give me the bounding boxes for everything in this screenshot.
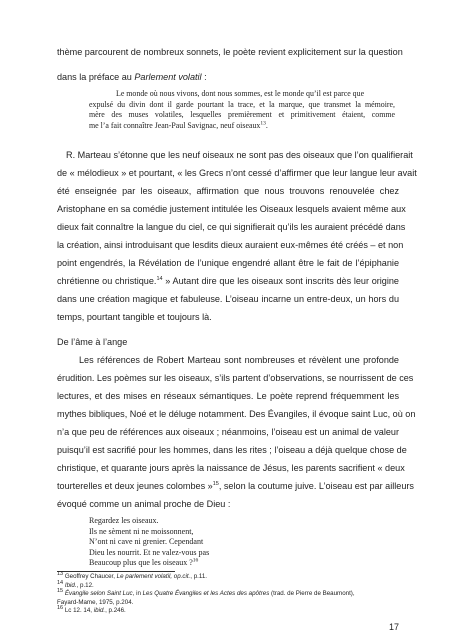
text-run: Ibid. <box>64 581 77 589</box>
block-quote-line <box>89 89 395 100</box>
footnote-15-continued: Fayard-Mame, 1975, p.204. <box>57 598 134 606</box>
poem-line: Regardez les oiseaux. <box>89 516 159 525</box>
text-run: . <box>265 120 268 130</box>
text-run: Aristophane en sa comédie justement intitulée les Oiseaux lesquels avaient même aux <box>57 204 406 214</box>
text-run: R. Marteau s’étonne que les neuf oiseaux ne sont pas des oiseaux que l’on qualifierait <box>66 150 413 160</box>
text-run: expulsé du divin dont il garde pourtant la trace, et la marque, que transmet la mémoire, <box>89 99 395 109</box>
text-run: Geoffrey Chaucer, <box>63 573 117 580</box>
text-run: Les références de Robert Marteau sont nombreuses et révèlent une profonde <box>79 355 399 365</box>
text-run: ibid. <box>93 607 106 614</box>
text-run: , p.246. <box>105 607 126 614</box>
text-run: été enseignée par les oiseaux, affirmation que nous trouvons renouvelée chez <box>57 186 399 196</box>
footnote-separator <box>57 571 175 572</box>
text-run: de « mélodieux » et pourtant, « les Grecs n’ont cessé d’affirmer que leur langue leur avait <box>57 168 417 178</box>
footnote-number: 13 <box>57 570 64 577</box>
block-quote-line <box>89 100 395 111</box>
footnote-15 <box>57 587 355 598</box>
poem-line: Dieu les nourrit. Et ne valez-vous pas <box>89 547 210 557</box>
text-run: mythes bibliques, Noé et le déluge notamment. Des Évangiles, il évoque saint Luc, où on <box>57 409 416 419</box>
text-run: tourterelles et deux jeunes colombes » <box>57 481 213 491</box>
text-run: christique, et quarante jours après la naissance de Jésus, les parents sacrifient « deux <box>57 463 405 473</box>
poem-line: Ils ne sèment ni ne moissonnent, <box>89 526 194 536</box>
text-run: thème parcourent de nombreux sonnets, le poète revient explicitement sur la question <box>57 47 403 57</box>
footnote-16 <box>57 604 126 615</box>
block-quote-line <box>89 110 395 121</box>
body-line <box>57 167 417 179</box>
body-line <box>57 498 399 510</box>
text-run: , selon la coutume juive. L’oiseau est par ailleurs <box>218 481 414 491</box>
footnote-ref[interactable]: 14 <box>156 275 163 282</box>
body-line <box>57 372 414 384</box>
body-line <box>57 257 399 269</box>
poem-line: N’ont ni cave ni grenier. Cependant <box>89 537 204 547</box>
text-run: me l’a fait connaître Jean-Paul Savignac, neuf oiseaux <box>89 120 261 130</box>
body-line <box>57 390 399 402</box>
text-run: : <box>201 72 207 82</box>
text-run: lectures, et des mises en réseaux sémantiques. Le poète reprend fréquemment les <box>57 391 399 401</box>
text-run: » Autant dire que les oiseaux sont inscrits dès leur origine <box>162 276 399 286</box>
footnote-number: 15 <box>57 587 64 594</box>
body-line <box>57 311 399 323</box>
body-line <box>57 71 399 83</box>
body-line <box>66 149 413 161</box>
text-run: dieux fait connaître la langue du ciel, ce qui signifierait qu’ils les auraient précédé dans <box>57 222 406 232</box>
book-title: Parlement volatil <box>134 72 202 82</box>
body-line <box>57 408 416 420</box>
body-line <box>57 444 407 456</box>
body-line <box>57 185 399 197</box>
body-line <box>79 354 399 366</box>
body-line <box>57 426 399 438</box>
block-quote-line <box>89 121 395 132</box>
text-run: mère des muses volatiles, lesquelles premièrement et primitivement étaient, comme <box>89 110 395 120</box>
text-run: Lc 12. 14, <box>63 607 94 614</box>
text-run: Le monde où nous vivons, dont nous sommes, est le monde qu’il est parce que <box>116 89 365 98</box>
text-run: Évangile selon Saint Luc <box>64 590 133 597</box>
footnote-ref[interactable]: 16 <box>192 557 199 564</box>
text-run: (trad. de Pierre de Beaumont), <box>269 590 355 597</box>
footnote-ref[interactable]: 13 <box>260 120 266 127</box>
text-run: , p.12. <box>76 581 94 589</box>
footnote-ref[interactable]: 15 <box>212 480 219 487</box>
text-run: Le parlement volatil, op.cit. <box>116 573 191 580</box>
poem-line <box>89 558 198 569</box>
text-run: n’a que peu de références aux oiseaux ; néanmoins, l’oiseau est un animal de valeur <box>57 427 399 437</box>
section-heading: De l’âme à l’ange <box>57 337 128 347</box>
body-line <box>57 46 403 58</box>
body-line <box>57 239 404 251</box>
page-number: 17 <box>388 622 399 632</box>
footnote-number: 14 <box>57 579 64 586</box>
text-run: , p.11. <box>190 573 208 580</box>
text-run: évoqué comme un animal proche de Dieu : <box>57 499 231 509</box>
body-line <box>57 480 414 492</box>
text-run: Les Quatre Évangiles et les Actes des apôtres <box>142 590 270 597</box>
body-line <box>57 203 406 215</box>
body-line <box>57 275 399 287</box>
footnote-13 <box>57 570 208 581</box>
text-run: chrétienne ou christique. <box>57 276 157 286</box>
body-line <box>57 221 406 233</box>
text-run: point engendrés, la Révélation de l’unique engendré allant être le fait de l’épiphanie <box>57 258 399 268</box>
text-run: , in <box>132 590 143 597</box>
text-run: dans la préface au <box>57 72 135 82</box>
text-run: Beaucoup plus que les oiseaux ? <box>89 558 193 568</box>
text-run: dans une création magique et fabuleuse. L’oiseau incarne un entre-deux, un hors du <box>57 294 399 304</box>
text-run: puisqu’il est sacrifié pour les hommes, dans les rites ; l’oiseau a déjà quelque chose de <box>57 445 407 455</box>
text-run: la création, ainsi introduisant que lesdits dieux auraient eux-mêmes été créés – et non <box>57 240 404 250</box>
body-line <box>57 293 399 305</box>
text-run: temps, pourtant tangible et toujours là. <box>57 312 212 322</box>
body-line <box>57 462 405 474</box>
footnote-number: 16 <box>57 604 64 611</box>
text-run: érudition. Les poèmes sur les oiseaux, s’ils partent d’observations, se nourrissent de ces <box>57 373 414 383</box>
